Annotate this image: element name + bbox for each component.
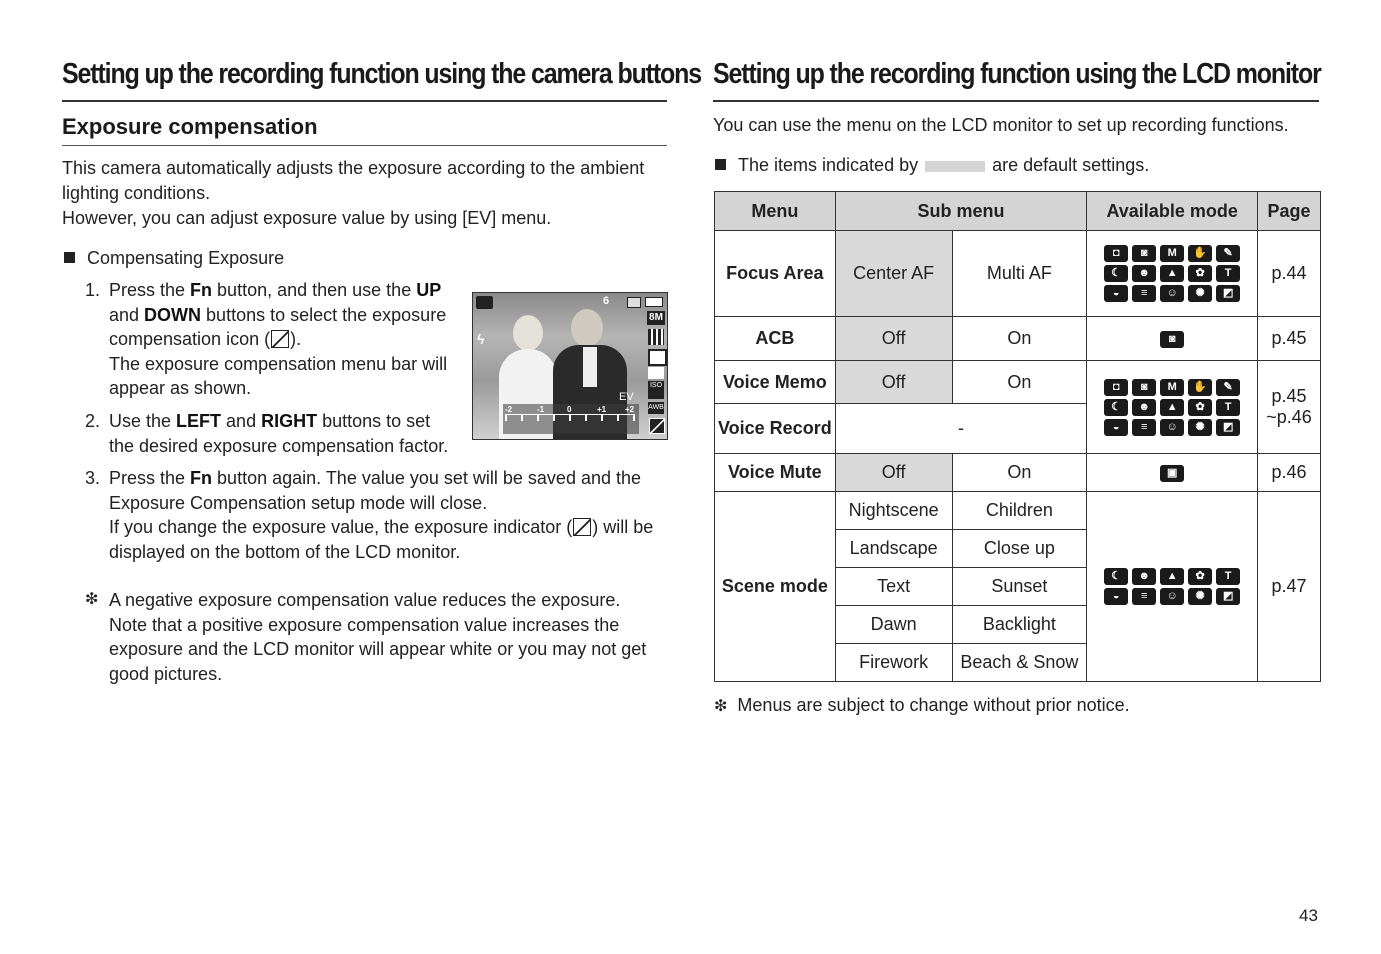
header-sub-menu: Sub menu	[835, 192, 1087, 231]
scene-option: Children	[952, 492, 1087, 530]
dawn-icon: ≡	[1132, 285, 1156, 302]
children-icon: ☺	[1160, 419, 1184, 436]
firework-icon: ✺	[1188, 588, 1212, 605]
closeup-icon: ✿	[1188, 399, 1212, 416]
program-mode-icon: ◙	[1132, 379, 1156, 396]
sub-voice-memo-off: Off	[835, 361, 952, 404]
left-page-title: Setting up the recording function using the camera buttons	[62, 58, 702, 90]
scene-option: Beach & Snow	[952, 644, 1087, 682]
page-number: 43	[1299, 906, 1318, 925]
sub-voice-mute-off: Off	[835, 454, 952, 492]
mode-icons	[1087, 361, 1258, 454]
image-size-icon: 8M	[647, 311, 665, 325]
default-settings-bullet: The items indicated by are default settings.	[715, 153, 1149, 178]
firework-icon: ✺	[1188, 285, 1212, 302]
sunset-icon: ◒	[1104, 588, 1128, 605]
dis-mode-icon: ✋	[1188, 379, 1212, 396]
camera-mode-icon	[476, 296, 493, 309]
sub-acb-on: On	[952, 317, 1087, 361]
section-title: Exposure compensation	[62, 114, 318, 139]
square-bullet-icon	[64, 252, 75, 263]
sub-multi-af: Multi AF	[952, 231, 1087, 317]
landscape-icon: ▲	[1160, 265, 1184, 282]
voice-icon	[627, 297, 641, 308]
sunset-icon: ◒	[1104, 285, 1128, 302]
portrait-icon: ☻	[1132, 399, 1156, 416]
night-icon: ☾	[1104, 265, 1128, 282]
menu-voice-record: Voice Record	[715, 404, 836, 454]
backlight-icon: ◩	[1216, 588, 1240, 605]
menu-voice-memo: Voice Memo	[715, 361, 836, 404]
dawn-icon: ≡	[1132, 419, 1156, 436]
exposure-indicator-icon	[573, 518, 591, 536]
table-header-row	[715, 192, 1321, 231]
exposure-icon	[271, 330, 289, 348]
mode-icons	[1087, 231, 1258, 317]
ev-scale-label: -1	[537, 405, 545, 414]
portrait-icon: ☻	[1132, 568, 1156, 585]
square-bullet-icon	[715, 159, 726, 170]
page-focus-area: p.44	[1258, 231, 1321, 317]
scene-option: Backlight	[952, 606, 1087, 644]
shot-count: 6	[603, 295, 610, 307]
ev-icon	[649, 418, 665, 434]
landscape-icon: ▲	[1160, 399, 1184, 416]
scene-option: Text	[835, 568, 952, 606]
menu-focus-area: Focus Area	[715, 231, 836, 317]
photo-help-icon: ✎	[1216, 379, 1240, 396]
dawn-icon: ≡	[1132, 588, 1156, 605]
right-intro: You can use the menu on the LCD monitor to set up recording functions.	[713, 115, 1289, 135]
table-row	[715, 231, 1321, 317]
battery-icon	[645, 297, 663, 307]
night-icon: ☾	[1104, 568, 1128, 585]
ev-scale-label: +2	[625, 405, 635, 414]
scene-option: Firework	[835, 644, 952, 682]
backlight-icon: ◩	[1216, 285, 1240, 302]
mode-icons	[1087, 317, 1258, 361]
page-voice-mute: p.46	[1258, 454, 1321, 492]
iso-icon: ISO	[648, 381, 664, 399]
intro-line-2: lighting conditions.	[62, 183, 211, 203]
default-swatch	[925, 161, 985, 172]
backlight-icon: ◩	[1216, 419, 1240, 436]
scene-option: Dawn	[835, 606, 952, 644]
text-icon: T	[1216, 568, 1240, 585]
manual-mode-icon: M	[1160, 379, 1184, 396]
sunset-icon: ◒	[1104, 419, 1128, 436]
right-page-title: Setting up the recording function using the LCD monitor	[713, 58, 1321, 90]
movie-mode-icon: ▣	[1160, 465, 1184, 482]
ev-scale-label: 0	[567, 405, 572, 414]
page-voice: p.45 ~p.46	[1258, 361, 1321, 454]
auto-mode-icon: ◘	[1104, 379, 1128, 396]
sub-voice-memo-on: On	[952, 361, 1087, 404]
page-acb: p.45	[1258, 317, 1321, 361]
bullet-compensating: Compensating Exposure	[64, 246, 284, 271]
intro-line-1: This camera automatically adjusts the exposure according to the ambient	[62, 158, 645, 178]
sub-voice-mute-on: On	[952, 454, 1087, 492]
header-page: Page	[1258, 192, 1321, 231]
right-title-rule	[713, 100, 1319, 102]
menu-acb: ACB	[715, 317, 836, 361]
ev-scale-bar	[503, 404, 639, 434]
flash-icon: ϟ	[477, 331, 485, 347]
ev-scale-label: -2	[505, 405, 513, 414]
scene-option: Nightscene	[835, 492, 952, 530]
note-mark-icon: ❇	[714, 698, 728, 715]
quality-icon	[648, 329, 664, 345]
scene-option: Sunset	[952, 568, 1087, 606]
text-icon: T	[1216, 399, 1240, 416]
header-menu: Menu	[715, 192, 836, 231]
menu-scene-mode: Scene mode	[715, 492, 836, 682]
closeup-icon: ✿	[1188, 265, 1212, 282]
closeup-icon: ✿	[1188, 568, 1212, 585]
sub-acb-off: Off	[835, 317, 952, 361]
table-row	[715, 454, 1321, 492]
manual-mode-icon: M	[1160, 245, 1184, 262]
drive-icon	[648, 367, 664, 379]
scene-option: Landscape	[835, 530, 952, 568]
landscape-icon: ▲	[1160, 568, 1184, 585]
left-title-rule	[62, 100, 667, 102]
awb-icon: AWB	[648, 402, 664, 414]
mode-icons	[1087, 454, 1258, 492]
sub-center-af: Center AF	[835, 231, 952, 317]
children-icon: ☺	[1160, 285, 1184, 302]
ev-label: EV	[619, 391, 634, 403]
section-rule	[62, 145, 667, 146]
program-mode-icon: ◙	[1160, 331, 1184, 348]
metering-icon	[648, 349, 667, 366]
photo-help-icon: ✎	[1216, 245, 1240, 262]
night-icon: ☾	[1104, 399, 1128, 416]
scene-option: Close up	[952, 530, 1087, 568]
menu-voice-mute: Voice Mute	[715, 454, 836, 492]
page-scene-mode: p.47	[1258, 492, 1321, 682]
intro-line-3: However, you can adjust exposure value by using [EV] menu.	[62, 208, 552, 228]
auto-mode-icon: ◘	[1104, 245, 1128, 262]
dis-mode-icon: ✋	[1188, 245, 1212, 262]
firework-icon: ✺	[1188, 419, 1212, 436]
table-row	[715, 317, 1321, 361]
header-available-mode: Available mode	[1087, 192, 1258, 231]
sub-voice-record: -	[835, 404, 1087, 454]
portrait-icon: ☻	[1132, 265, 1156, 282]
right-note: ❇ Menus are subject to change without prior notice.	[714, 695, 1130, 715]
lcd-preview-image	[472, 292, 668, 440]
note-mark-icon: ❇	[85, 591, 99, 608]
settings-table	[714, 191, 1321, 682]
text-icon: T	[1216, 265, 1240, 282]
ev-scale-label: +1	[597, 405, 607, 414]
children-icon: ☺	[1160, 588, 1184, 605]
table-row	[715, 492, 1321, 530]
table-row	[715, 361, 1321, 404]
mode-icons	[1087, 492, 1258, 682]
program-mode-icon: ◙	[1132, 245, 1156, 262]
